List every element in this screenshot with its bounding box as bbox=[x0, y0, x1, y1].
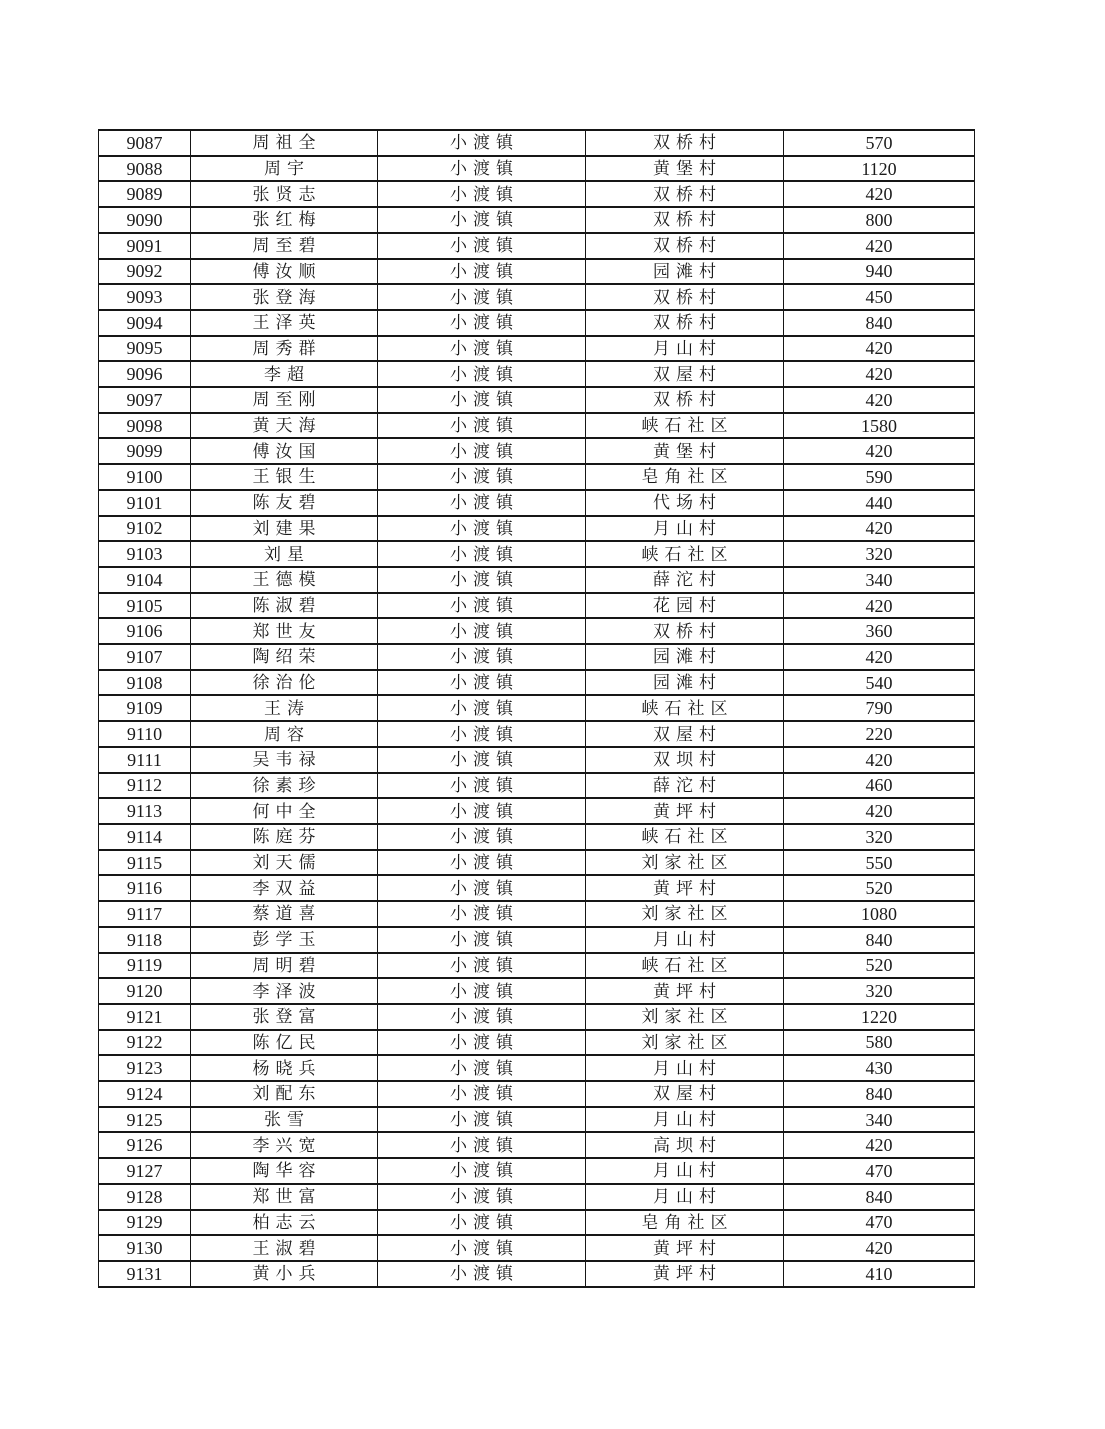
name-cell: 刘配东 bbox=[191, 1081, 378, 1107]
table-row bbox=[99, 387, 975, 413]
name-cell: 陶华容 bbox=[191, 1158, 378, 1184]
town-cell: 小渡镇 bbox=[378, 850, 586, 876]
village-cell: 园滩村 bbox=[586, 259, 784, 285]
id-cell: 9096 bbox=[99, 361, 191, 387]
amount-cell: 420 bbox=[784, 387, 975, 413]
village-cell: 峡石社区 bbox=[586, 541, 784, 567]
amount-cell: 540 bbox=[784, 670, 975, 696]
village-cell: 峡石社区 bbox=[586, 953, 784, 979]
id-cell: 9112 bbox=[99, 773, 191, 799]
town-cell: 小渡镇 bbox=[378, 1184, 586, 1210]
village-cell: 黄坪村 bbox=[586, 1235, 784, 1261]
village-cell: 黄坪村 bbox=[586, 978, 784, 1004]
id-cell: 9130 bbox=[99, 1235, 191, 1261]
name-cell: 王德模 bbox=[191, 567, 378, 593]
town-cell: 小渡镇 bbox=[378, 1132, 586, 1158]
amount-cell: 420 bbox=[784, 747, 975, 773]
name-cell: 张雪 bbox=[191, 1107, 378, 1133]
town-cell: 小渡镇 bbox=[378, 438, 586, 464]
village-cell: 刘家社区 bbox=[586, 901, 784, 927]
village-cell: 双桥村 bbox=[586, 181, 784, 207]
name-cell: 傅汝顺 bbox=[191, 259, 378, 285]
name-cell: 张红梅 bbox=[191, 207, 378, 233]
amount-cell: 1580 bbox=[784, 413, 975, 439]
table-row bbox=[99, 953, 975, 979]
table-row bbox=[99, 1055, 975, 1081]
town-cell: 小渡镇 bbox=[378, 773, 586, 799]
table-row bbox=[99, 541, 975, 567]
id-cell: 9090 bbox=[99, 207, 191, 233]
village-cell: 刘家社区 bbox=[586, 850, 784, 876]
village-cell: 花园村 bbox=[586, 593, 784, 619]
records-table-body bbox=[99, 130, 975, 1287]
town-cell: 小渡镇 bbox=[378, 593, 586, 619]
table-row bbox=[99, 438, 975, 464]
village-cell: 黄堡村 bbox=[586, 156, 784, 182]
amount-cell: 840 bbox=[784, 1184, 975, 1210]
name-cell: 刘建果 bbox=[191, 516, 378, 542]
town-cell: 小渡镇 bbox=[378, 978, 586, 1004]
town-cell: 小渡镇 bbox=[378, 490, 586, 516]
village-cell: 月山村 bbox=[586, 1107, 784, 1133]
id-cell: 9119 bbox=[99, 953, 191, 979]
table-row bbox=[99, 875, 975, 901]
table-row bbox=[99, 336, 975, 362]
town-cell: 小渡镇 bbox=[378, 747, 586, 773]
town-cell: 小渡镇 bbox=[378, 1055, 586, 1081]
amount-cell: 1080 bbox=[784, 901, 975, 927]
town-cell: 小渡镇 bbox=[378, 567, 586, 593]
id-cell: 9120 bbox=[99, 978, 191, 1004]
amount-cell: 580 bbox=[784, 1030, 975, 1056]
id-cell: 9110 bbox=[99, 721, 191, 747]
village-cell: 峡石社区 bbox=[586, 413, 784, 439]
id-cell: 9107 bbox=[99, 644, 191, 670]
amount-cell: 840 bbox=[784, 310, 975, 336]
town-cell: 小渡镇 bbox=[378, 156, 586, 182]
village-cell: 代场村 bbox=[586, 490, 784, 516]
village-cell: 双桥村 bbox=[586, 310, 784, 336]
id-cell: 9106 bbox=[99, 618, 191, 644]
village-cell: 园滩村 bbox=[586, 670, 784, 696]
id-cell: 9108 bbox=[99, 670, 191, 696]
village-cell: 双屋村 bbox=[586, 361, 784, 387]
village-cell: 峡石社区 bbox=[586, 824, 784, 850]
amount-cell: 420 bbox=[784, 593, 975, 619]
id-cell: 9087 bbox=[99, 130, 191, 156]
town-cell: 小渡镇 bbox=[378, 207, 586, 233]
amount-cell: 520 bbox=[784, 875, 975, 901]
amount-cell: 320 bbox=[784, 824, 975, 850]
id-cell: 9118 bbox=[99, 927, 191, 953]
town-cell: 小渡镇 bbox=[378, 541, 586, 567]
id-cell: 9105 bbox=[99, 593, 191, 619]
table-row bbox=[99, 156, 975, 182]
amount-cell: 420 bbox=[784, 644, 975, 670]
village-cell: 黄坪村 bbox=[586, 1261, 784, 1287]
table-row bbox=[99, 284, 975, 310]
id-cell: 9121 bbox=[99, 1004, 191, 1030]
town-cell: 小渡镇 bbox=[378, 284, 586, 310]
town-cell: 小渡镇 bbox=[378, 927, 586, 953]
name-cell: 周至刚 bbox=[191, 387, 378, 413]
village-cell: 双桥村 bbox=[586, 130, 784, 156]
name-cell: 张登海 bbox=[191, 284, 378, 310]
village-cell: 月山村 bbox=[586, 1158, 784, 1184]
town-cell: 小渡镇 bbox=[378, 181, 586, 207]
town-cell: 小渡镇 bbox=[378, 1030, 586, 1056]
town-cell: 小渡镇 bbox=[378, 644, 586, 670]
town-cell: 小渡镇 bbox=[378, 233, 586, 259]
id-cell: 9095 bbox=[99, 336, 191, 362]
name-cell: 周秀群 bbox=[191, 336, 378, 362]
table-row bbox=[99, 1158, 975, 1184]
table-row bbox=[99, 695, 975, 721]
amount-cell: 320 bbox=[784, 541, 975, 567]
table-row bbox=[99, 1210, 975, 1236]
name-cell: 黄小兵 bbox=[191, 1261, 378, 1287]
amount-cell: 1120 bbox=[784, 156, 975, 182]
village-cell: 月山村 bbox=[586, 1055, 784, 1081]
village-cell: 双屋村 bbox=[586, 721, 784, 747]
village-cell: 双屋村 bbox=[586, 1081, 784, 1107]
id-cell: 9089 bbox=[99, 181, 191, 207]
id-cell: 9117 bbox=[99, 901, 191, 927]
table-row bbox=[99, 798, 975, 824]
town-cell: 小渡镇 bbox=[378, 953, 586, 979]
village-cell: 园滩村 bbox=[586, 644, 784, 670]
town-cell: 小渡镇 bbox=[378, 618, 586, 644]
village-cell: 高坝村 bbox=[586, 1132, 784, 1158]
town-cell: 小渡镇 bbox=[378, 516, 586, 542]
name-cell: 李双益 bbox=[191, 875, 378, 901]
table-row bbox=[99, 747, 975, 773]
name-cell: 陈庭芬 bbox=[191, 824, 378, 850]
village-cell: 薛沱村 bbox=[586, 773, 784, 799]
name-cell: 周至碧 bbox=[191, 233, 378, 259]
amount-cell: 320 bbox=[784, 978, 975, 1004]
id-cell: 9123 bbox=[99, 1055, 191, 1081]
village-cell: 黄坪村 bbox=[586, 875, 784, 901]
table-row bbox=[99, 618, 975, 644]
amount-cell: 420 bbox=[784, 233, 975, 259]
village-cell: 黄坪村 bbox=[586, 798, 784, 824]
table-row bbox=[99, 1235, 975, 1261]
id-cell: 9113 bbox=[99, 798, 191, 824]
village-cell: 月山村 bbox=[586, 927, 784, 953]
id-cell: 9094 bbox=[99, 310, 191, 336]
id-cell: 9122 bbox=[99, 1030, 191, 1056]
town-cell: 小渡镇 bbox=[378, 901, 586, 927]
name-cell: 郑世富 bbox=[191, 1184, 378, 1210]
table-row bbox=[99, 978, 975, 1004]
table-row bbox=[99, 310, 975, 336]
id-cell: 9125 bbox=[99, 1107, 191, 1133]
table-row bbox=[99, 850, 975, 876]
id-cell: 9129 bbox=[99, 1210, 191, 1236]
amount-cell: 220 bbox=[784, 721, 975, 747]
name-cell: 杨晓兵 bbox=[191, 1055, 378, 1081]
id-cell: 9124 bbox=[99, 1081, 191, 1107]
id-cell: 9088 bbox=[99, 156, 191, 182]
village-cell: 刘家社区 bbox=[586, 1004, 784, 1030]
name-cell: 周祖全 bbox=[191, 130, 378, 156]
name-cell: 柏志云 bbox=[191, 1210, 378, 1236]
id-cell: 9115 bbox=[99, 850, 191, 876]
id-cell: 9131 bbox=[99, 1261, 191, 1287]
village-cell: 双桥村 bbox=[586, 233, 784, 259]
amount-cell: 420 bbox=[784, 361, 975, 387]
id-cell: 9114 bbox=[99, 824, 191, 850]
name-cell: 刘星 bbox=[191, 541, 378, 567]
table-row bbox=[99, 1261, 975, 1287]
name-cell: 张登富 bbox=[191, 1004, 378, 1030]
name-cell: 李泽波 bbox=[191, 978, 378, 1004]
town-cell: 小渡镇 bbox=[378, 130, 586, 156]
village-cell: 月山村 bbox=[586, 336, 784, 362]
table-row bbox=[99, 901, 975, 927]
amount-cell: 430 bbox=[784, 1055, 975, 1081]
table-row bbox=[99, 1081, 975, 1107]
town-cell: 小渡镇 bbox=[378, 670, 586, 696]
table-row bbox=[99, 207, 975, 233]
id-cell: 9092 bbox=[99, 259, 191, 285]
name-cell: 陈淑碧 bbox=[191, 593, 378, 619]
name-cell: 李兴宽 bbox=[191, 1132, 378, 1158]
amount-cell: 440 bbox=[784, 490, 975, 516]
name-cell: 傅汝国 bbox=[191, 438, 378, 464]
name-cell: 周容 bbox=[191, 721, 378, 747]
name-cell: 郑世友 bbox=[191, 618, 378, 644]
table-row bbox=[99, 130, 975, 156]
table-row bbox=[99, 1004, 975, 1030]
village-cell: 双桥村 bbox=[586, 387, 784, 413]
amount-cell: 420 bbox=[784, 438, 975, 464]
amount-cell: 420 bbox=[784, 181, 975, 207]
id-cell: 9103 bbox=[99, 541, 191, 567]
id-cell: 9127 bbox=[99, 1158, 191, 1184]
name-cell: 徐治伦 bbox=[191, 670, 378, 696]
amount-cell: 570 bbox=[784, 130, 975, 156]
village-cell: 皂角社区 bbox=[586, 464, 784, 490]
town-cell: 小渡镇 bbox=[378, 464, 586, 490]
name-cell: 李超 bbox=[191, 361, 378, 387]
town-cell: 小渡镇 bbox=[378, 1004, 586, 1030]
name-cell: 王银生 bbox=[191, 464, 378, 490]
amount-cell: 450 bbox=[784, 284, 975, 310]
name-cell: 陶绍荣 bbox=[191, 644, 378, 670]
id-cell: 9097 bbox=[99, 387, 191, 413]
town-cell: 小渡镇 bbox=[378, 361, 586, 387]
amount-cell: 340 bbox=[784, 567, 975, 593]
town-cell: 小渡镇 bbox=[378, 336, 586, 362]
village-cell: 刘家社区 bbox=[586, 1030, 784, 1056]
village-cell: 双桥村 bbox=[586, 284, 784, 310]
table-row bbox=[99, 593, 975, 619]
amount-cell: 420 bbox=[784, 1132, 975, 1158]
amount-cell: 520 bbox=[784, 953, 975, 979]
town-cell: 小渡镇 bbox=[378, 413, 586, 439]
table-row bbox=[99, 773, 975, 799]
amount-cell: 410 bbox=[784, 1261, 975, 1287]
id-cell: 9093 bbox=[99, 284, 191, 310]
village-cell: 峡石社区 bbox=[586, 695, 784, 721]
table-row bbox=[99, 413, 975, 439]
table-row bbox=[99, 670, 975, 696]
table-row bbox=[99, 1107, 975, 1133]
name-cell: 陈亿民 bbox=[191, 1030, 378, 1056]
name-cell: 蔡道喜 bbox=[191, 901, 378, 927]
amount-cell: 550 bbox=[784, 850, 975, 876]
table-row bbox=[99, 516, 975, 542]
table-row bbox=[99, 233, 975, 259]
table-row bbox=[99, 181, 975, 207]
id-cell: 9116 bbox=[99, 875, 191, 901]
amount-cell: 420 bbox=[784, 798, 975, 824]
town-cell: 小渡镇 bbox=[378, 1158, 586, 1184]
town-cell: 小渡镇 bbox=[378, 798, 586, 824]
table-row bbox=[99, 361, 975, 387]
amount-cell: 420 bbox=[784, 516, 975, 542]
table-row bbox=[99, 464, 975, 490]
id-cell: 9109 bbox=[99, 695, 191, 721]
amount-cell: 470 bbox=[784, 1210, 975, 1236]
amount-cell: 800 bbox=[784, 207, 975, 233]
town-cell: 小渡镇 bbox=[378, 387, 586, 413]
records-table bbox=[98, 129, 975, 1288]
town-cell: 小渡镇 bbox=[378, 1107, 586, 1133]
id-cell: 9128 bbox=[99, 1184, 191, 1210]
town-cell: 小渡镇 bbox=[378, 695, 586, 721]
id-cell: 9111 bbox=[99, 747, 191, 773]
name-cell: 陈友碧 bbox=[191, 490, 378, 516]
table-row bbox=[99, 1184, 975, 1210]
name-cell: 徐素珍 bbox=[191, 773, 378, 799]
amount-cell: 940 bbox=[784, 259, 975, 285]
town-cell: 小渡镇 bbox=[378, 875, 586, 901]
amount-cell: 590 bbox=[784, 464, 975, 490]
name-cell: 刘天儒 bbox=[191, 850, 378, 876]
amount-cell: 420 bbox=[784, 336, 975, 362]
id-cell: 9101 bbox=[99, 490, 191, 516]
town-cell: 小渡镇 bbox=[378, 1210, 586, 1236]
table-row bbox=[99, 824, 975, 850]
name-cell: 王涛 bbox=[191, 695, 378, 721]
name-cell: 王泽英 bbox=[191, 310, 378, 336]
name-cell: 周明碧 bbox=[191, 953, 378, 979]
id-cell: 9104 bbox=[99, 567, 191, 593]
name-cell: 何中全 bbox=[191, 798, 378, 824]
town-cell: 小渡镇 bbox=[378, 824, 586, 850]
town-cell: 小渡镇 bbox=[378, 1235, 586, 1261]
amount-cell: 790 bbox=[784, 695, 975, 721]
village-cell: 黄堡村 bbox=[586, 438, 784, 464]
village-cell: 月山村 bbox=[586, 516, 784, 542]
village-cell: 薛沱村 bbox=[586, 567, 784, 593]
amount-cell: 340 bbox=[784, 1107, 975, 1133]
amount-cell: 460 bbox=[784, 773, 975, 799]
town-cell: 小渡镇 bbox=[378, 721, 586, 747]
id-cell: 9098 bbox=[99, 413, 191, 439]
amount-cell: 420 bbox=[784, 1235, 975, 1261]
table-row bbox=[99, 1030, 975, 1056]
id-cell: 9099 bbox=[99, 438, 191, 464]
name-cell: 张贤志 bbox=[191, 181, 378, 207]
name-cell: 黄天海 bbox=[191, 413, 378, 439]
village-cell: 双坝村 bbox=[586, 747, 784, 773]
name-cell: 王淑碧 bbox=[191, 1235, 378, 1261]
village-cell: 双桥村 bbox=[586, 207, 784, 233]
town-cell: 小渡镇 bbox=[378, 310, 586, 336]
town-cell: 小渡镇 bbox=[378, 259, 586, 285]
table-row bbox=[99, 644, 975, 670]
table-row bbox=[99, 567, 975, 593]
table-row bbox=[99, 490, 975, 516]
amount-cell: 840 bbox=[784, 1081, 975, 1107]
id-cell: 9102 bbox=[99, 516, 191, 542]
table-row bbox=[99, 721, 975, 747]
name-cell: 周宇 bbox=[191, 156, 378, 182]
amount-cell: 360 bbox=[784, 618, 975, 644]
id-cell: 9091 bbox=[99, 233, 191, 259]
table-row bbox=[99, 259, 975, 285]
id-cell: 9100 bbox=[99, 464, 191, 490]
village-cell: 皂角社区 bbox=[586, 1210, 784, 1236]
name-cell: 彭学玉 bbox=[191, 927, 378, 953]
town-cell: 小渡镇 bbox=[378, 1081, 586, 1107]
amount-cell: 1220 bbox=[784, 1004, 975, 1030]
amount-cell: 470 bbox=[784, 1158, 975, 1184]
town-cell: 小渡镇 bbox=[378, 1261, 586, 1287]
table-row bbox=[99, 1132, 975, 1158]
name-cell: 吴韦禄 bbox=[191, 747, 378, 773]
village-cell: 月山村 bbox=[586, 1184, 784, 1210]
id-cell: 9126 bbox=[99, 1132, 191, 1158]
village-cell: 双桥村 bbox=[586, 618, 784, 644]
amount-cell: 840 bbox=[784, 927, 975, 953]
table-row bbox=[99, 927, 975, 953]
